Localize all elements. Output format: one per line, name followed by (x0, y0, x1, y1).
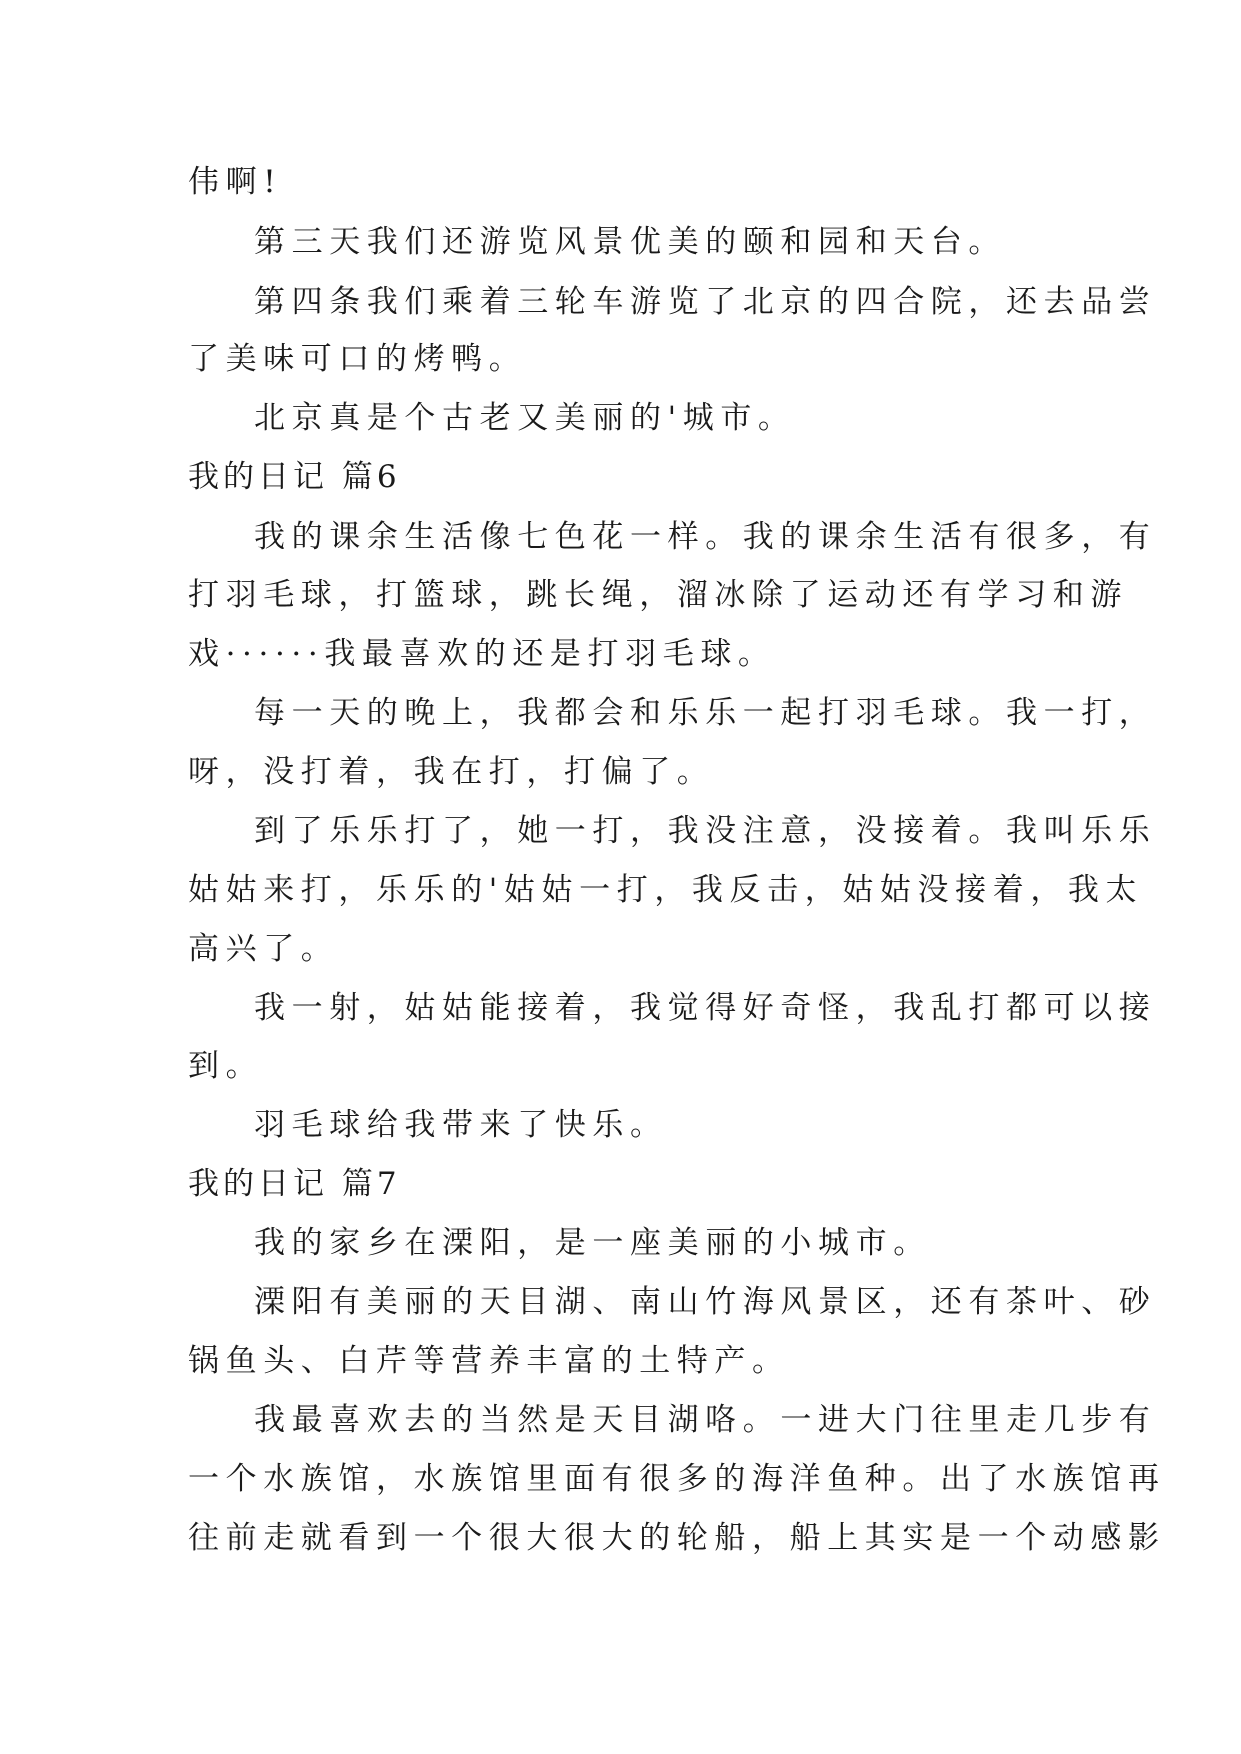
paragraph-line: 每一天的晚上，我都会和乐乐一起打羽毛球。我一打， (254, 695, 1157, 731)
paragraph-line: 一个水族馆，水族馆里面有很多的海洋鱼种。出了水族馆再 (188, 1461, 1166, 1497)
section-heading: 我的日记 篇6 (188, 459, 401, 495)
paragraph-line: 锅鱼头、白芹等营养丰富的土特产。 (188, 1343, 790, 1379)
paragraph-line: 到了乐乐打了，她一打，我没注意，没接着。我叫乐乐 (254, 813, 1157, 849)
paragraph-line: 往前走就看到一个很大很大的轮船，船上其实是一个动感影 (188, 1520, 1166, 1556)
paragraph-line: 我最喜欢去的当然是天目湖咯。一进大门往里走几步有 (254, 1402, 1157, 1438)
paragraph-line: 我的家乡在溧阳，是一座美丽的小城市。 (254, 1225, 931, 1261)
paragraph-line: 打羽毛球，打篮球，跳长绳，溜冰除了运动还有学习和游 (188, 577, 1128, 613)
paragraph-line: 伟啊! (188, 164, 283, 200)
paragraph-line: 高兴了。 (188, 931, 339, 967)
paragraph-line: 第四条我们乘着三轮车游览了北京的四合院，还去品尝 (254, 284, 1157, 320)
paragraph-line: 姑姑来打，乐乐的'姑姑一打，我反击，姑姑没接着，我太 (188, 872, 1144, 908)
paragraph-line: 我的课余生活像七色花一样。我的课余生活有很多，有 (254, 519, 1157, 555)
paragraph-line: 了美味可口的烤鸭。 (188, 341, 527, 377)
paragraph-line: 呀，没打着，我在打，打偏了。 (188, 754, 715, 790)
paragraph-line: 我一射，姑姑能接着，我觉得好奇怪，我乱打都可以接 (254, 990, 1157, 1026)
paragraph-line: 北京真是个古老又美丽的'城市。 (254, 400, 796, 436)
paragraph-line: 第三天我们还游览风景优美的颐和园和天台。 (254, 224, 1006, 260)
section-heading: 我的日记 篇7 (188, 1166, 401, 1202)
paragraph-line: 羽毛球给我带来了快乐。 (254, 1107, 668, 1143)
paragraph-line: 戏······我最喜欢的还是打羽毛球。 (188, 636, 776, 672)
paragraph-line: 溧阳有美丽的天目湖、南山竹海风景区，还有茶叶、砂 (254, 1284, 1157, 1320)
paragraph-line: 到。 (188, 1048, 264, 1084)
